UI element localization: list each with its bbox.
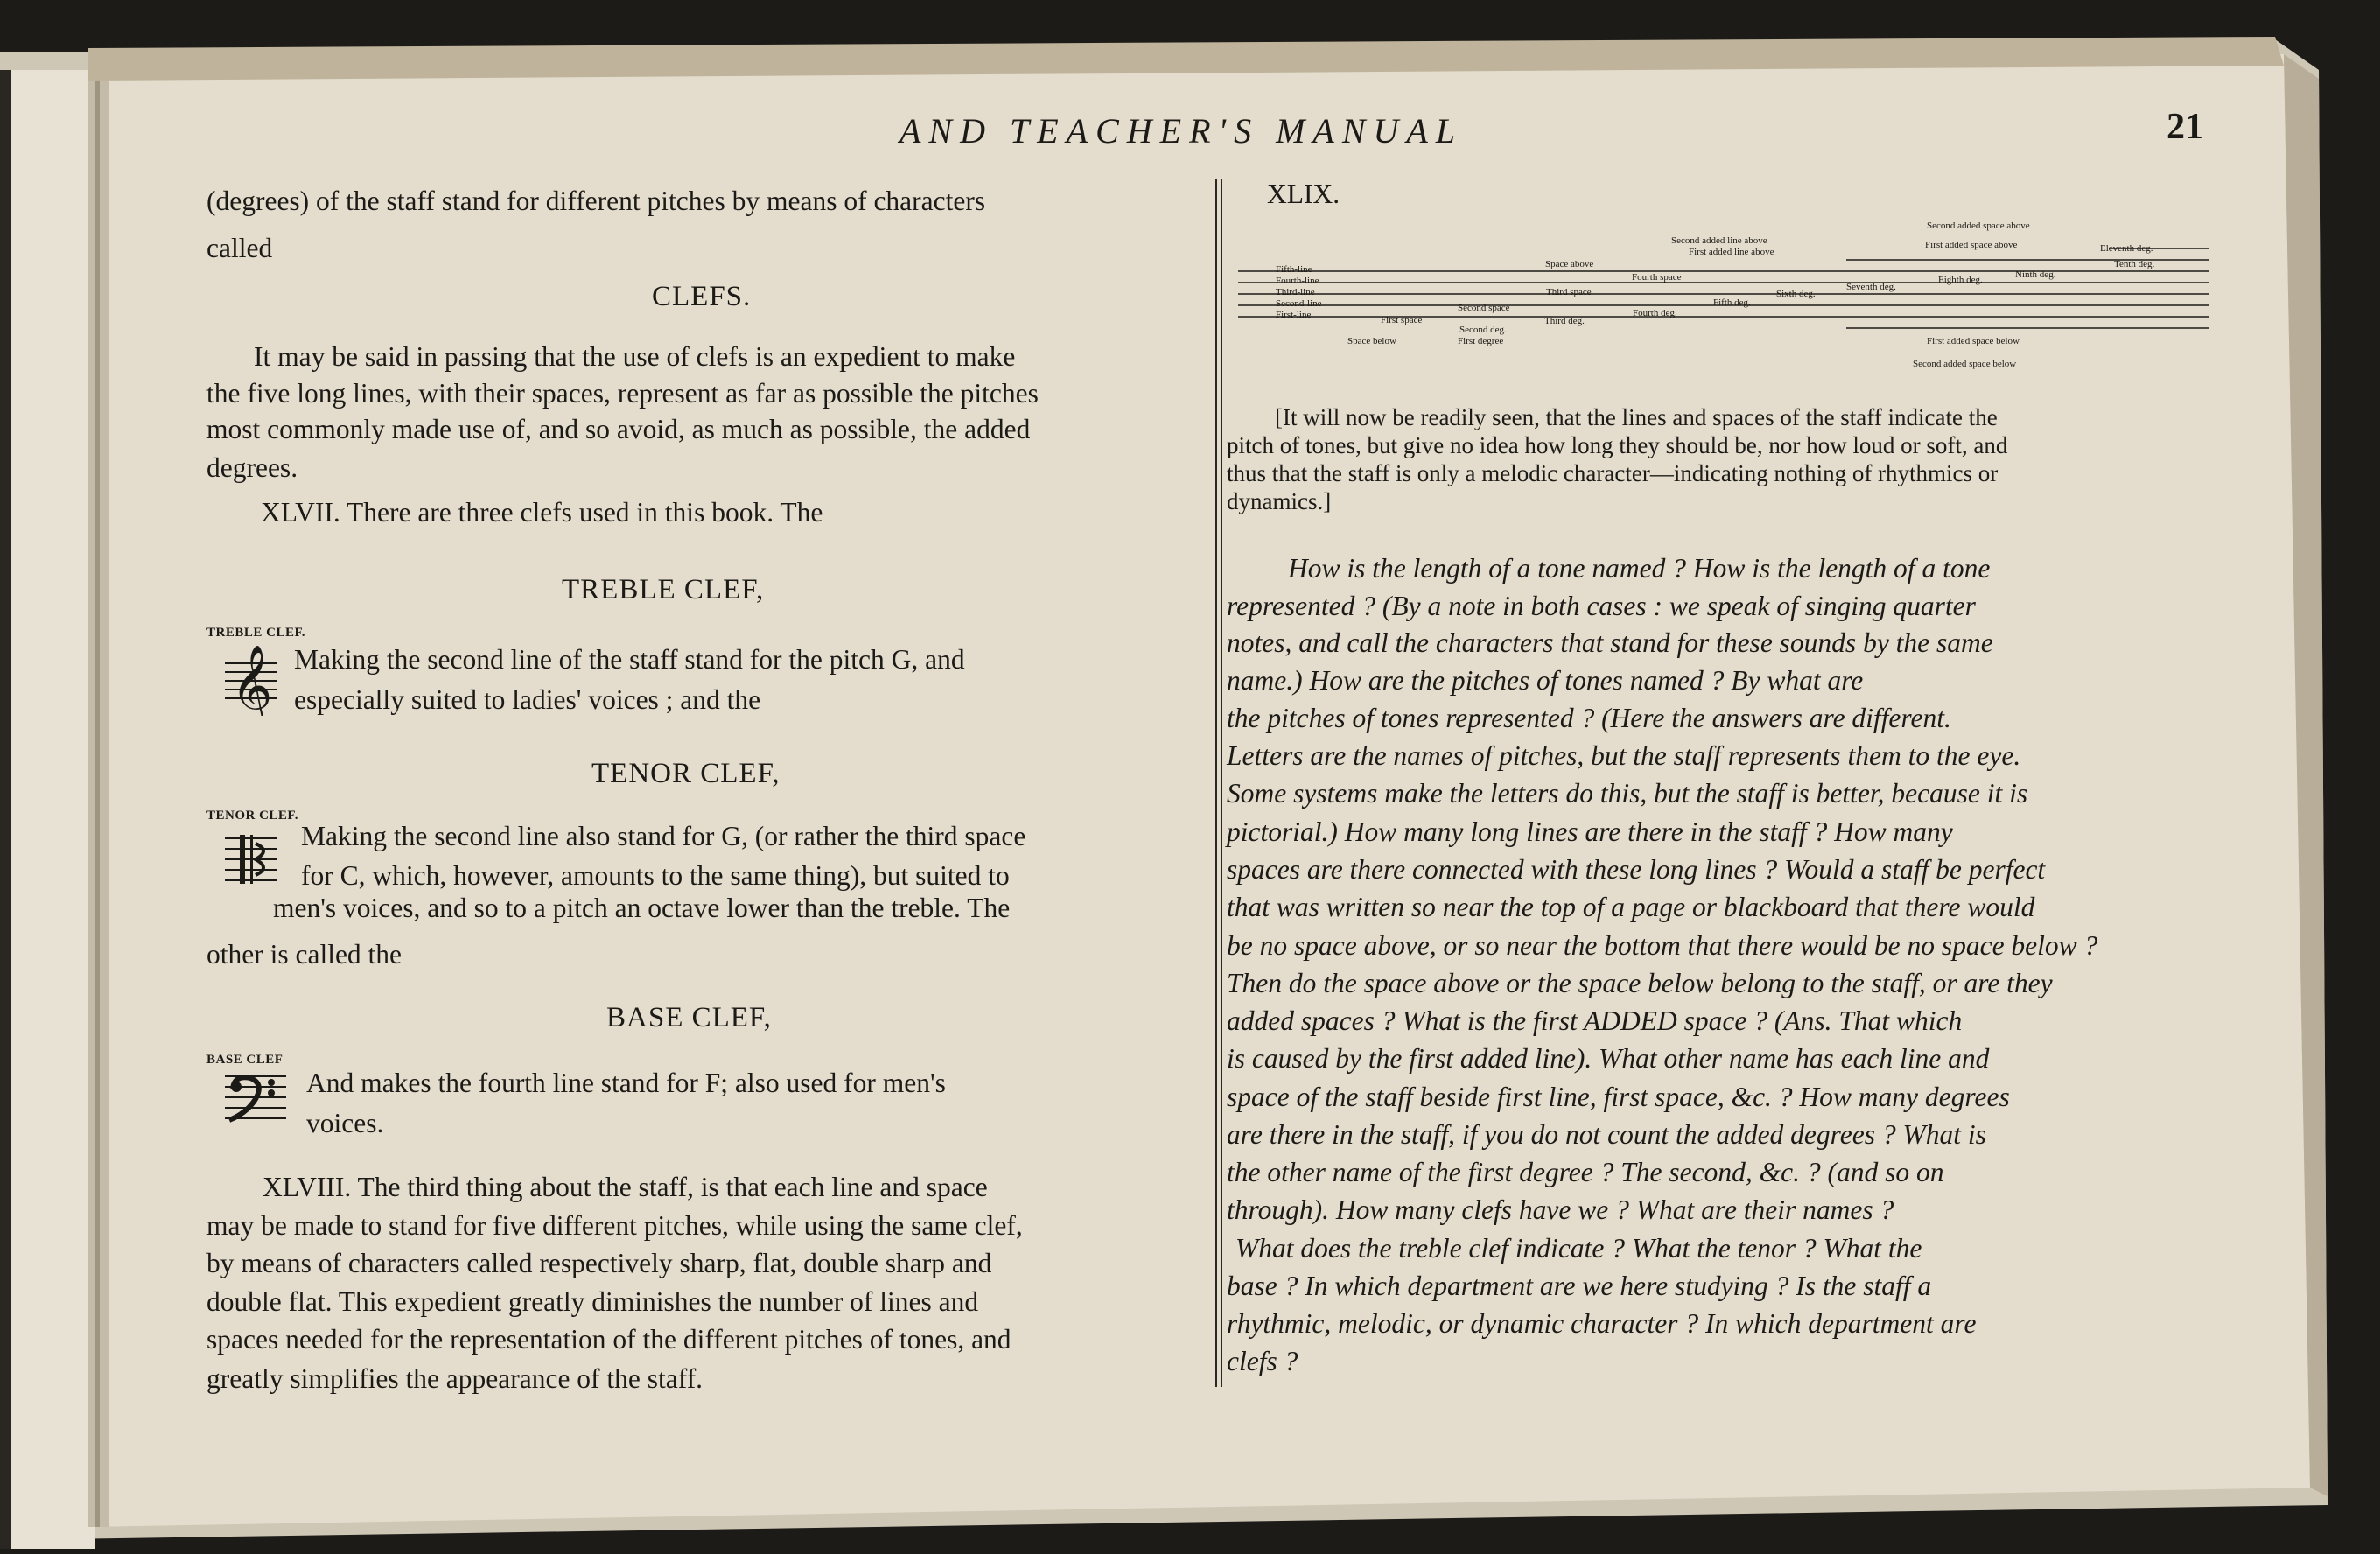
- note-line: dynamics.]: [1227, 488, 1332, 514]
- diagram-label: Ninth deg.: [2015, 270, 2056, 280]
- text-line: degrees.: [206, 452, 298, 483]
- question-line: Letters are the names of pitches, but the staff represents them to the eye.: [1227, 740, 2021, 771]
- diagram-label: Eighth deg.: [1938, 275, 1983, 285]
- question-line: How is the length of a tone named ? How is the length of a tone: [1288, 553, 1991, 584]
- diagram-label: First degree: [1458, 336, 1504, 346]
- text-line: greatly simplifies the appearance of the staff.: [206, 1363, 704, 1394]
- text-line: double flat. This expedient greatly diminishes the number of lines and: [206, 1286, 979, 1317]
- note-line: thus that the staff is only a melodic character—indicating nothing of rhythmics or: [1227, 460, 1998, 486]
- question-line: name.) How are the pitches of tones named ? By what are: [1227, 665, 1864, 696]
- tenor-clef-icon: [220, 824, 282, 894]
- question-line: the other name of the first degree ? The second, &c. ? (and so on: [1227, 1157, 1944, 1187]
- treble-clef-icon: [220, 646, 282, 716]
- question-line: What does the treble clef indicate ? What the tenor ? What the: [1236, 1233, 1922, 1264]
- diagram-label: Third space: [1546, 287, 1592, 298]
- text-line: the five long lines, with their spaces, represent as far as possible the pitches: [206, 378, 1039, 409]
- text-line: spaces needed for the representation of the different pitches of tones, and: [206, 1324, 1012, 1354]
- diagram-label: Seventh deg.: [1846, 282, 1896, 292]
- text-line: Making the second line also stand for G, (or rather the third space: [301, 821, 1026, 851]
- diagram-label: First added space below: [1927, 336, 2020, 346]
- diagram-label: Second-line: [1276, 298, 1322, 309]
- diagram-label: First added space above: [1925, 240, 2018, 250]
- section-number: XLIX.: [1267, 178, 1340, 209]
- question-line: be no space above, or so near the bottom that there would be no space below ?: [1227, 930, 2098, 961]
- diagram-label: Second space: [1458, 303, 1510, 313]
- diagram-label: Fifth-line: [1276, 264, 1312, 275]
- question-line: the pitches of tones represented ? (Here the answers are different.: [1227, 703, 1951, 733]
- clef-label-treble: TREBLE CLEF.: [206, 626, 305, 640]
- text-line: especially suited to ladies' voices ; and the: [294, 684, 761, 715]
- diagram-label: Fourth deg.: [1633, 308, 1677, 318]
- svg-text:𝄞: 𝄞: [231, 646, 273, 716]
- question-line: space of the staff beside first line, first space, &c. ? How many degrees: [1227, 1082, 2010, 1112]
- heading-base: BASE CLEF,: [606, 1002, 772, 1033]
- bass-clef-icon: [220, 1068, 290, 1129]
- text-line: called: [206, 233, 273, 263]
- column-divider: [1215, 179, 1217, 1387]
- question-line: clefs ?: [1227, 1346, 1298, 1376]
- text-line: by means of characters called respectively sharp, flat, double sharp and: [206, 1248, 992, 1278]
- diagram-label: Fourth space: [1632, 272, 1682, 283]
- page-number: 21: [2166, 107, 2203, 147]
- question-line: base ? In which department are we here studying ? Is the staff a: [1227, 1270, 1932, 1301]
- question-line: that was written so near the top of a page or blackboard that there would: [1227, 892, 2035, 922]
- text-line: And makes the fourth line stand for F; also used for men's: [306, 1068, 946, 1098]
- diagram-label: First space: [1381, 315, 1423, 326]
- diagram-label: Third deg.: [1544, 316, 1585, 326]
- staff-degree-diagram: [1234, 214, 2214, 381]
- question-line: rhythmic, melodic, or dynamic character ? In which department are: [1227, 1308, 1977, 1339]
- diagram-label: Second added space below: [1913, 359, 2017, 369]
- question-line: through). How many clefs have we ? What are their names ?: [1227, 1194, 1894, 1225]
- text-line: most commonly made use of, and so avoid, as much as possible, the added: [206, 414, 1031, 444]
- question-line: is caused by the first added line). What other name has each line and: [1227, 1043, 1990, 1074]
- heading-tenor: TENOR CLEF,: [592, 758, 780, 789]
- question-line: represented ? (By a note in both cases : we speak of singing quarter: [1227, 591, 1976, 621]
- text-line: It may be said in passing that the use of clefs is an expedient to make: [254, 341, 1016, 372]
- note-line: pitch of tones, but give no idea how long they should be, nor how loud or soft, and: [1227, 432, 2008, 458]
- diagram-label: Fifth deg.: [1713, 298, 1751, 308]
- text-line: voices.: [306, 1108, 384, 1138]
- question-line: Then do the space above or the space below belong to the staff, or are they: [1227, 968, 2053, 998]
- question-line: added spaces ? What is the first ADDED space ? (Ans. That which: [1227, 1005, 1963, 1036]
- diagram-label: Second deg.: [1460, 325, 1507, 335]
- question-line: notes, and call the characters that stand for these sounds by the same: [1227, 627, 1993, 658]
- heading-clefs: CLEFS.: [652, 281, 752, 312]
- text-line: for C, which, however, amounts to the same thing), but suited to: [301, 860, 1010, 891]
- diagram-label: Fourth-line: [1276, 276, 1320, 286]
- question-line: pictorial.) How many long lines are there in the staff ? How many: [1227, 816, 1953, 847]
- text-line: (degrees) of the staff stand for different pitches by means of characters: [206, 186, 986, 216]
- diagram-label: Space above: [1545, 259, 1594, 270]
- column-divider-inner: [1221, 179, 1222, 1387]
- clef-label-base: BASE CLEF: [206, 1053, 284, 1067]
- text-line: Making the second line of the staff stand for the pitch G, and: [294, 644, 965, 675]
- text-line: other is called the: [206, 939, 402, 970]
- diagram-label: Space below: [1348, 336, 1396, 346]
- diagram-label: Sixth deg.: [1776, 289, 1816, 299]
- diagram-label: Eleventh deg.: [2100, 243, 2153, 254]
- diagram-label: First added line above: [1689, 247, 1774, 257]
- text-line: men's voices, and so to a pitch an octave lower than the treble. The: [273, 892, 1011, 923]
- running-title: AND TEACHER'S MANUAL: [900, 111, 1464, 150]
- text-line: XLVIII. The third thing about the staff, is that each line and space: [262, 1172, 988, 1202]
- text-line: may be made to stand for five different pitches, while using the same clef,: [206, 1210, 1023, 1241]
- question-line: spaces are there connected with these long lines ? Would a staff be perfect: [1227, 854, 2046, 885]
- text-line: XLVII. There are three clefs used in this book. The: [261, 497, 823, 528]
- clef-label-tenor: TENOR CLEF.: [206, 808, 298, 822]
- question-line: Some systems make the letters do this, but the staff is better, because it is: [1227, 778, 2028, 808]
- diagram-label: Second added line above: [1671, 235, 1768, 246]
- heading-treble: TREBLE CLEF,: [562, 574, 765, 606]
- diagram-label: Third-line: [1276, 287, 1315, 298]
- diagram-label: First-line: [1276, 310, 1312, 320]
- diagram-label: Second added space above: [1927, 220, 2030, 231]
- note-line: [It will now be readily seen, that the lines and spaces of the staff indicate the: [1275, 404, 1998, 430]
- diagram-label: Tenth deg.: [2114, 259, 2155, 270]
- question-line: are there in the staff, if you do not count the added degrees ? What is: [1227, 1119, 1986, 1150]
